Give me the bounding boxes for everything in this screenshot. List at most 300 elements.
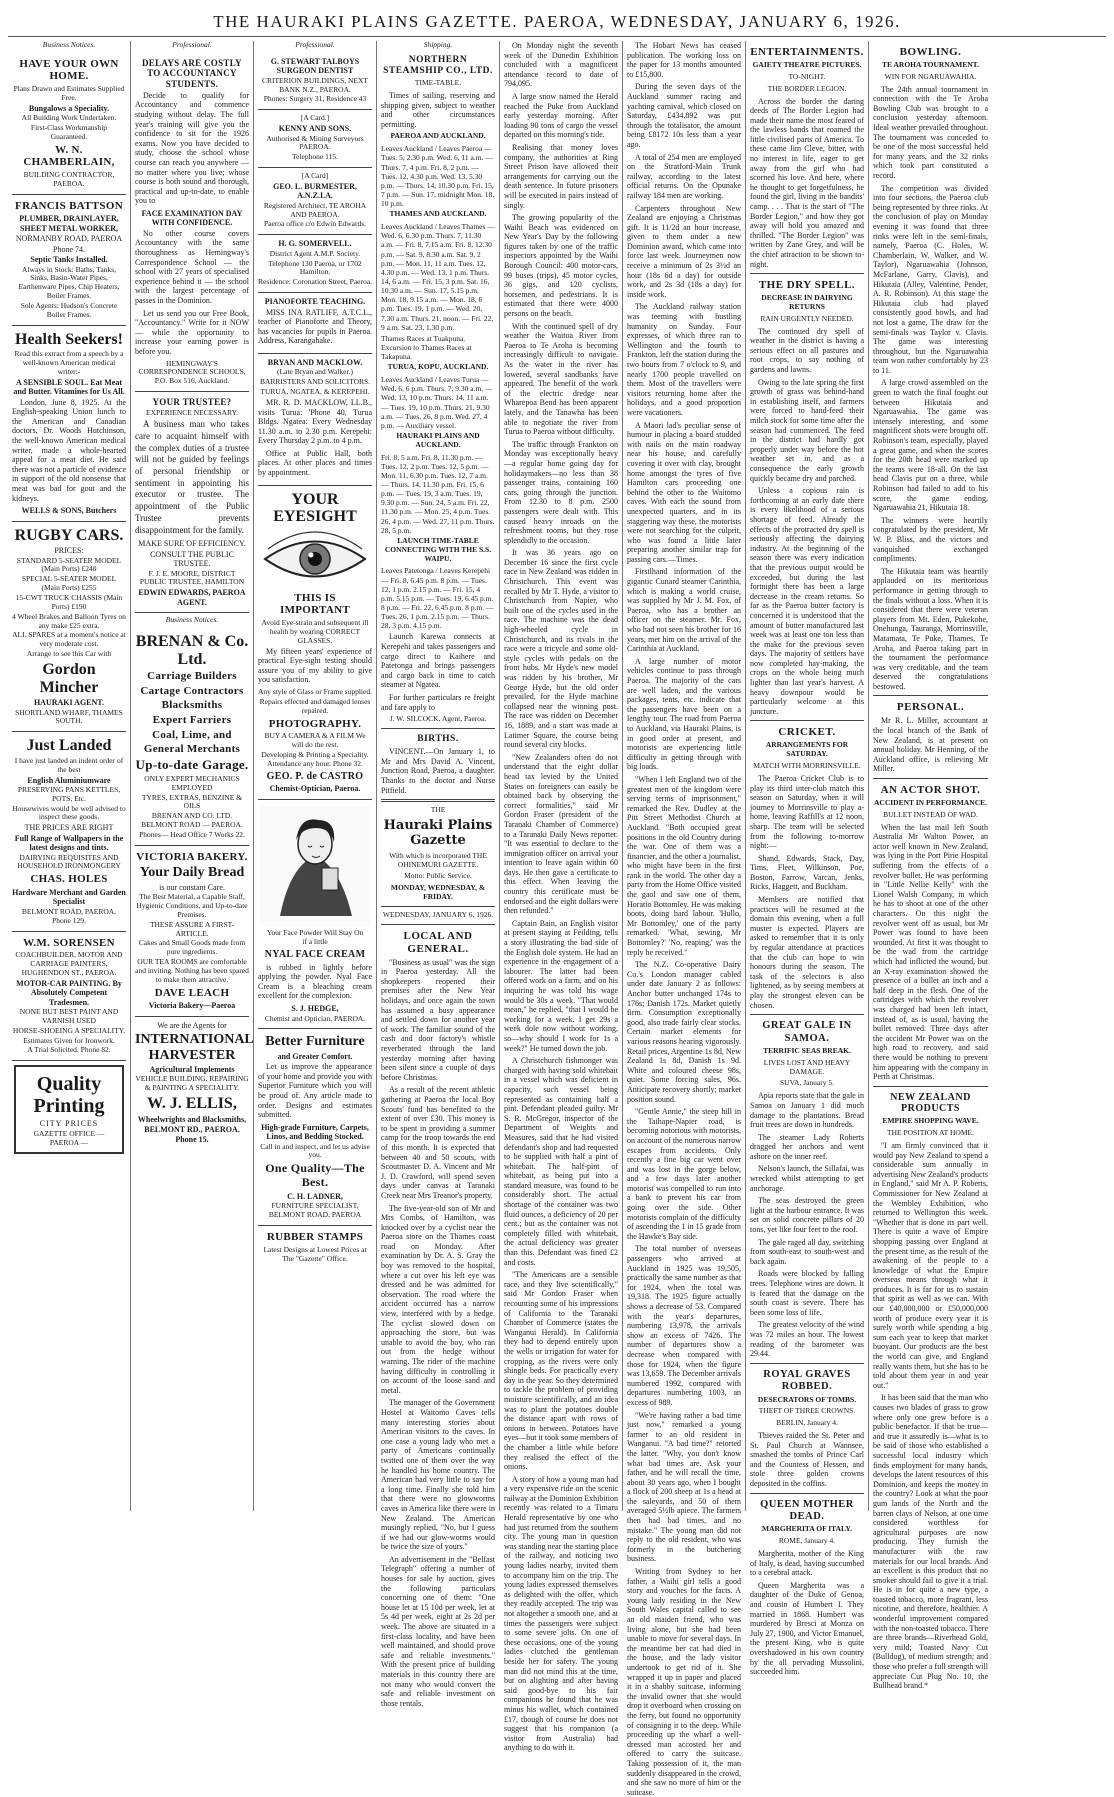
article-paragraph: Mr R. L. Miller, accountant at the local branch of the Bank of New Zealand, is at present on annual holiday. Mr Henning, of the Auckland office, is relieving Mr Miller. [873,716,988,774]
ad-line: HAURAKI AGENT. [33,698,105,708]
article-paragraph: Margherita, mother of the King of Italy, is dead, having succumbed to a cerebral attack. [750,1549,864,1578]
section-head: Professional. [172,40,212,49]
article-paragraph: The Auckland railway station was teeming with bustling humanity on Sunday. Four expresses, of which three ran to Wellington and the fourth to Frankton, left the station during the two hours from 7 o'clock to 9, and nearly 1700 people travelled on them. Most of the travellers were visitors returning home after the holidays, and a good proportion were vacationers. [627,302,741,417]
article-paragraph: The growing popularity of the Waihi Beach was evidenced on New Year's Day by the following figures taken by one of the traffic inspectors appointed by the Waihi Borough Council: 400 motor-cars, 99 buses (trips), 45 motor cycles, 36 gigs, and 120 cyclists, horsemen, and pedestrians. It is estimated that there were 4000 persons on the beach. [504,213,618,319]
ad-line: Up-to-date Garage. [135,756,249,772]
article-subhead: DESECRATORS OF TOMBS. [757,1394,857,1404]
ad-line: Any style of Glass or Frame supplied. [258,687,372,697]
article-paragraph: The five-year-old son of Mr and Mrs Combs, of Hamilton, was knocked over by a cyclist near the Paeroa store on the Thames coast road on Monday. After examination by Dr. A. S. Gray the boy was removed to the hospital, where a cut over his left eye was dressed and he was admitted for observation. The road where the accident occurred has a narrow view, interfered with by a hedge. The cyclist slowed down on approaching the store, but was unable to avoid the boy, who ran out from the hedge without warning. The rider of the machine having difficulty in controlling it on account of the loose sand and metal. [381,1203,495,1395]
ad-line: NONE BUT BEST PAINT AND VARNISH USED [19,1007,119,1025]
timetable: Leaves Patetonga / Leaves Kerepehi — Fri. 8, 6.45 p.m. 8 p.m. — Tues. 12, 1 p.m. 2.15 p.m. — Fri. 15, 4 p.m. 5.15 p.m. — Tues. 19, 6.45 p.m. 8 p.m. — Fri. 22, 6.45 p.m. 8 p.m. — Tues. 26, 1 p.m. 2.15 p.m. — Thurs. 28, 3 p.m. 4.15 p.m. [381,566,494,631]
ad-line: Cakes and Small Goods made from pure ingredients. [138,938,246,957]
timetable-head: LAUNCH TIME-TABLE CONNECTING WITH THE S.S. WAIPU. [384,535,492,563]
ad-title: Just Landed [26,737,112,755]
article-paragraph: The traffic through Frankton on Monday was exceptionally heavy—a regular home going day for holidaymakers—no less than 38 passenger trains, containing 160 cars, going through the junction. From 12.30 to 8 p.m. 2500 passengers were dealt with. This caused heavy inroads on the refreshment rooms, but they rose splendidly to the occasion. [504,439,618,545]
column-3 [254,41,377,1511]
ad-line: One Quality—The Best. [265,1161,365,1190]
ad-name: KENNY AND SONS. [278,124,352,134]
ad-line: is our constant Care. [159,882,225,892]
article-subhead: RAIN URGENTLY NEEDED. [760,313,854,323]
nameplate-line: Motto: Public Service. [404,871,472,881]
divider [750,1363,864,1364]
ad-line: Phone 74. [53,244,85,254]
article-paragraph: On Monday night the seventh week of the Dunedin Exhibition concluded with a magnificent attendance record to date of 794,095. [504,41,618,89]
ad-name: DAVE LEACH [154,986,230,999]
ad-line: SHORTLAND WHARF, THAMES SOUTH. [15,707,123,726]
article-paragraph: The greatest velocity of the wind was 72 miles an hour. The lowest reading of the barometer was 29.44. [750,1320,864,1359]
ad-title: YOUR TRUSTEE? [152,397,232,408]
ad-line: Residence: Coronation Street, Paeroa. [258,277,372,287]
ad-line: High-grade Furniture, Carpets, Linos, and Bedding Stocked. [261,1122,369,1142]
ad-name: W. J. ELLIS, [147,1095,237,1113]
article-head: BOWLING. [899,46,962,58]
dateline: SUVA, January 5. [779,1078,835,1088]
ad-title: Quality Printing [33,1073,105,1118]
ad-line: Paeroa office c/o Edwin Edwards. [263,219,367,229]
ad-body: MR. R. D. MACKLOW, LL.B., visits Turua: 'Phone 40, Turua Bldgs. Ngatea: Every Wednesday 11.30 a.m. to 2.30 p.m. Kerepehi: Every Thursday 2 p.m. to 4 p.m. [258,397,372,446]
article-subhead: TERRIFIC SEAS BREAK. [763,1045,851,1055]
ad-line: GAZETTE OFFICE — PAEROA — [33,1128,105,1147]
ad-burmester [258,168,372,235]
article-paragraph: "New Zealanders often do not understand that the eight dollar head tax levied by the United States on foreigners can easily be obtained back by observing the correct formalities," said Mr Gordon Fraser (president of the Taranaki Chamber of Commerce) to a Taranaki Daily News reporter. "It was essential to declare to the immigration officer on arrival your intention to leave again within 60 days. He then gave a certificate to this effect. When leaving the country this certificate must be endorsed and the eight dollars were then refunded." [504,752,618,916]
column-4 [377,40,500,1708]
article-paragraph: Carpenters throughout New Zealand are enjoying a Christmas gift. It is 11/2d an hour increase, given to them under a new Dominion award, which came into force last week. Journeymen now receive a minimum of 2s 3½d an hour (18s 6d a day) for outside work, and 2s 3d (18s a day) for inside work. [627,203,741,299]
ad-body: Decide to qualify for Accountancy and commence studying without delay. The full year's training will give you the confidence to sit for the 1926 exams. Now you have decided to study, choose the school whose course can reach you anywhere — no matter where you live; whose course is both sound and thorough, practical and up-to-date, to enable you to [135,90,249,206]
ad-line: Full Range of Wallpapers in the latest designs and tints. [14,833,124,853]
divider [750,273,864,274]
ad-line: Chemist-Optician, Paeroa. [269,784,361,794]
ad-line: English Aluminiumware [27,775,111,785]
ad-quality-printing [14,1065,124,1154]
ad-name: G. STEWART TALBOYS SURGEON DENTIST [270,56,360,76]
column-6 [623,41,746,1797]
ad-line: BUY A CAMERA & A FILM We will do the rest. [264,731,366,750]
column-5 [500,41,623,1753]
ad-line: and Greater Comfort. [277,1051,353,1061]
dateline: BERLIN, January 4. [776,1418,838,1428]
article-paragraph: Members are notified that practices will be resumed at the domain this evening, when a full muster is expected. Players are asked to remember that it is only by regular attendance at practices that the club can hope to win honours during the season. The task of the selectors is also lightened, as by seeing members at play the strongest eleven can be chosen. [750,895,864,1010]
ad-line: BARRISTERS AND SOLICITORS. [259,377,371,387]
ad-name: Gordon Mincher [39,660,99,696]
article-paragraph: A Christchurch fishmonger was charged with having sold whitebait in a vessel which was deficient in capacity, such vessel being represented as containing half a pint. Defendant pleaded guilty. Mr S. R. McGregor, inspector of the Department of Weights and Measures, said that he had visited defendant's shop and had requested to be supplied with half a pint of whitebait. The half-pint of whitebait, as being put into a standard measure, was found to be considerably short. The actual shortage of the container was two fluid ounces, a deficiency of 20 per cent.; but as the container was not completely filled with whitebait, the actual deficiency was greater than this. Defendant was fined £2 and costs. [504,1056,618,1267]
woman-illustration [258,806,372,926]
local-general-head: LOCAL AND GENERAL. [403,929,473,955]
timetable: Leaves Auckland / Leaves Turua — Wed. 6, 6 p.m. Thurs. 7, 9.30 a.m. — Wed. 13, 10 p.m. Thurs. 14, 11 a.m. — Tues. 19, 10 p.m. Thurs. 21, 9.30 a.m. — Tues. 26, 8 p.m. Wed. 27, 4 p.m. — Auxiliary vessel. [381,375,493,430]
ad-line: MOTOR-CAR PAINTING. By Absolutely Competent Tradesmen. [16,978,122,1007]
column-8 [869,41,992,1691]
ad-line: CONSULT THE PUBLIC TRUSTEE. [150,549,234,569]
article-paragraph: Nelson's launch, the Sillafai, was wrecked whilst attempting to get anchorage. [750,1164,864,1193]
article-paragraph: Captain Bain, an English visitor at present staying at Feilding, tells a story illustrating the bad side of the English dole system. He had an experience in the engagement of a labourer. The latter had been offered work on a farm, and on his inquiring he was told his wage would be 30s a week. "That would mean," he replied, "that I would be working for a week. I get 29s a week dole now without working, so—why should I work for 1s a week?" He turned down the job. [504,918,618,1053]
ad-line: Your Face Powder Will Stay On [266,927,364,937]
ad-rugby-cars [12,522,126,733]
ad-somervell [258,235,372,293]
ad-line: Arrange to see this Car with [26,649,112,659]
ad-line: CITY PRICES [39,1119,99,1129]
ad-line: BELMONT ROAD, PAEROA. Phone 129. [21,906,117,925]
article-paragraph: A large number of motor vehicles continue to pass through Paeroa. The majority of the cars are well laden, and the various packages, tents, etc. indicate that the passengers have been on a lengthy tour. The road from Paeroa to Auckland, via Hauraki Plains, is in good order at present, and motorists are experiencing little difficulty in getting through with big loads. [627,656,741,772]
ad-line: PRICES: [54,546,84,556]
ad-line: Latest Designs at Lowest Prices at The "Gazette" Office. [263,1244,367,1263]
ad-line: We are the Agents for [157,1020,227,1030]
article-head: QUEEN MOTHER DEAD. [760,1498,854,1522]
ad-line: Repairs effected and damaged lenses repaired. [259,696,371,715]
ad-line: EDWIN EDWARDS, PAEROA AGENT. [138,588,246,607]
ad-battson [12,195,126,326]
divider [381,924,495,925]
article-subhead: MATCH WITH MORRINSVILLE. [753,761,861,771]
ad-line: Hardware Merchant and Garden Specialist [12,887,126,907]
article-paragraph: The total number of overseas passengers who arrived at Auckland in 1925 was 19,505, practically the same number as that for 1924, when the total was 19,318. The 1925 figure actually shows a decrease of 53. Compared with the year's departures, numbering 13,978, the arrivals show an excess of 7426. The number of departures show a decrease when compared with those for 1924, when the figure was 13,659. The December arrivals numbered 1992, compared with departures numbering 1003, an excess of 989. [627,1244,741,1407]
nameplate-line: With which is incorporated THE OHINEMURI GAZETTE. [389,850,487,869]
agent-name: J. W. SILCOCK, Agent, Paeroa. [389,714,487,724]
ad-line: DAIRYING REQUISITES AND HOUSEHOLD IRONMONGERY [17,852,121,871]
ad-line: Septic Tanks Installed. [30,255,108,265]
divider [873,778,988,779]
ad-line: HORSE-SHOEING A SPECIALITY. [12,1025,126,1035]
divider [750,1014,864,1015]
timetable-body: For further particulars re freight and fare apply to [381,692,495,712]
ad-line: PHOTOGRAPHY. [268,717,362,730]
article-paragraph: An advertisement in the "Belfast Telegraph" offering a number of houses for sale by auction, gives the following particulars concerning one of them: "One house let at 15 10d per week, let at 5s 4d per week, eight at 2s 2d per week. The above are situated in a first-class locality, and have been well maintained, and should prove safe and reliable investments." With the present price of building materials in this country there are not many who would convert the safe and reliable investment on those rentals. [381,1554,495,1708]
article-paragraph: Apia reports state that the gale in Samoa on January 1 did much damage to the plantations. Bread fruit trees are down in hundreds. [750,1091,864,1130]
ad-name: S. J. HEDGE, [291,1004,339,1014]
ad-victoria-bakery [135,846,249,1017]
ad-title: INTERNATIONAL HARVESTER [135,1032,254,1063]
columns [8,40,1106,1797]
article-paragraph: Firstlhand information of the gigantic Cunard steamer Carinthia, which is making a world cruise, was supplied by Mr J. M. Fox, of Paeroa, who has a brother an officer on the steamer. Mr. Fox, who had not seen his brother for 16 years, met him on the arrival of the Carinthia at Auckland. [627,567,741,654]
ad-body: MISS INA RATLIFF, A.T.C.L., teacher of Pianoforte and Theory, has vacancies for pupils in Paeroa. Address, Karangahake. [258,307,372,346]
article-subhead: LIVES LOST AND HEAVY DAMAGE. [763,1057,851,1076]
article-paragraph: Thieves raided the St. Peter and St. Paul Church at Wannsee, smashed the tombs of Prince Carl and the Countess of Hessen, and stole three golden crowns deposited in the coffins. [750,1431,864,1488]
ad-line: First-Class Workmanship Guaranteed. [30,123,108,141]
article-paragraph: "Gentle Annie," the steep hill in the Taihape-Napier road, is becoming notorious with motorists, on account of the numerous narrow escapes from accidents. Only recently a fine big car went over and was lost in the gorge below, and a few days later another motorist was compelled to run into a bank to prevent his car from going over the side. Other motorists complain of the difficulty of ascending the 1 in 15 grade from the Hawke's Bay side. [627,1107,741,1241]
article-paragraph: As a result of the recent athletic gathering at Paeroa the local Boy Scouts' fund has benefited to the extent of over £30. This money is to be spent in providing a summer camp for the troop towards the end of this month. It is expected that between 40 and 50 scouts, with Scoutmaster D. A. Vincent and Mr J. D. Crawford, will spend seven days under canvas at Taranaki Creek near Mrs Treanor's property. [381,1085,495,1200]
shipping-head: NORTHERN STEAMSHIP CO., LTD. [383,54,493,77]
article-paragraph: A story of how a young man had a very expensive ride on the scenic railway at the Dominion Exhibition recently was related to a Timaru Herald representative by one who had just returned from the southern city. The young man in question was standing near the starting place of the railway, and noticing two young ladies nearby, invited them to accompany him on the trip. The young ladies expressed themselves as delighted with the offer, which they readily accepted. The trip was not altogether a smooth one, and at times the passengers were subject to some severe jolts. On one of these occasions, one of the young ladies clutched the gentleman beside her for safety. The young man did not mind this at the time, but on alighting and after having said good-bye to his fair companions he found that he was minus his wallet, which contained £17, though of course he does not suggest that his companion (a visitor from Australia) had anything to do with it. [504,1474,618,1753]
article-subhead: EMPIRE SHOPPING WAVE. [882,1116,979,1126]
eye-illustration [258,529,372,589]
ad-line: Always in Stock: Baths, Tanks, Sinks, Basin-Water Pipes, Earthenware Pipes, Chip Heaters, Boiler Frames. [18,264,120,301]
article-paragraph: The seas destroyed the green light at the harbour entrance. It was set on solid concrete pillars of 20 tons, yet like four feet to the roof. [750,1196,864,1235]
article-paragraph: With the continued spell of dry weather the Waitoa River from Paeroa to Te Aroha is becoming increasingly difficult to navigate. As the water in the river has lowered, several sandbanks have appeared. The benefit of the work of the electric dredge near Wharepoa Bend has been apparent lately, and the Tanawha has been able to negotiate the river from Turua to Paeroa without difficulty. [504,321,618,437]
ad-name: HEMINGWAY'S CORRESPONDENCE SCHOOLS, P.O. Box 516, Auckland. [138,358,246,386]
ad-body: Office at Public Hall, both places. At other places and times by appointment. [258,448,372,478]
ad-line: I have just landed an indent order of the best [14,755,124,774]
ad-line: Telephone 130 Paeroa, or 1702 Hamilton. [268,258,362,277]
ad-pianoforte [258,293,372,354]
ad-line: Call in and inspect, and let us advise you. [260,1141,370,1160]
ad-line: THESE ASSURE A FIRST-ARTICLE. [149,919,235,938]
ad-line: Your Daily Bread [139,865,245,881]
ad-line: STANDARD 5-SEATER MODEL (Main Ports) £240 [16,555,122,574]
article-paragraph: The manager of the Government Hostel at Waitomo Caves tells many interesting stories about American visitors to the caves. In one case a young lady who met a party of Americans continually twitted one of them over the way he handled his home country. The American had very little to say for a long time. Finally she told him that there were no glowworms caves in America like there were in New Zealand. The American musingly replied, "No, but I guess if we had our glow-worms would be twice the size of yours." [381,1398,495,1552]
article-paragraph: It has been said that the man who causes two blades of grass to grow where only one grew before is a public benefactor. If that be true—and true it assuredly is—what is to be said of those who established a successful local industry which finds employment for many hands, develops the latent resources of this Dominion, and keeps the money in the country? Look at what the poor gum lands of the North and the barren clays of Nelson, at one time considered worthless for agricultural purposes are now producing. They furnish the manufacturer with the raw materials for our local brands. And an excellent is this product that no smoker should fail to give it a trial. He is in for quite a new type, a toasted tobacco, more fragrant, less nicotine, and therefore, healthier. A wonderful improvement compared with the non-toasted tobacco. There are three brands—Riverhead Gold, very mild; Toasted Navy Cut (Bulldog), of medium strength; and those who prefer a full strength will appreciate Cut Plug No. 10, the Bullhead brand.* [873,1393,988,1691]
ad-title: Health Seekers! [15,330,123,348]
article-head: PERSONAL. [896,701,965,714]
ad-de-castro [258,486,372,800]
entertainments-head: ENTERTAINMENTS. [750,46,864,58]
ad-line: Expert Farriers [152,714,232,727]
article-paragraph: "The Americans are a sensible race, and they live scientifically," said Mr Gordon Fraser when recounting some of his impressions of California to the Taranaki Chamber of Commerce (states the Wanganui Herald). In California they had to depend entirely upon the wells or irrigation for water for cropping, as the rivers were only shingle beds. For practically every day in the year. So they determined to tackle the problem of providing moisture scientifically, and an idea was to plant the potatoes double the distance apart with rows of onions in between. Potatoes have eyes—but it took some members of the chamber a little while before they realised the effect of the onions. [504,1270,618,1472]
article-subhead: TO-NIGHT. [788,71,826,81]
ad-line: TURUA, NGATEA, & KEREPEHI. [260,387,370,397]
column-2 [131,41,254,1511]
article-paragraph: It was 36 years ago on December 16 since the first cycle race in New Zealand was ridden in Christchurch. This event was recalled by Mr T. Hyde, a visitor to Christchurch from Napier, who built one of the cycles used in the race. The machine was the dead high-wheeled cycle in Christchurch, and its rivals in the race were a tricycle and some old-style cycles with pedals on the front hubs. Mr Hyde's new model was ridden by his brother, Mr George Hyde, but the old order prevailed, for the Hyde machine collapsed near the winning post. The race was ridden on December 16, 1889, and a start was made at Latimer Square, the course being round several city blocks. [504,548,618,750]
timetable-body: Launch Karewa connects at Kerepehi and takes passengers and cargo direct to Kaihere and Patetonga and brings passengers and cargo back in time to catch steamer at Ngatea. [381,632,495,690]
ad-line: Developing & Printing a Speciality. Attendance any hour. Phone 32. [261,749,369,768]
ad-line: ONLY EXPERT MECHANICS EMPLOYED [144,773,240,792]
ad-line: ALL SPARES at a moment's notice at very moderate cost. [12,630,126,649]
ad-line: OUR TEA ROOMS are comfortable and inviting. Nothing has been spared to make them attractive. [135,957,249,984]
article-paragraph: A total of 254 men are employed on the Stratford-Main Trunk railway, according to the latest official returns. On the Opunake railway 184 men are working. [627,152,741,200]
ad-line: [A Card.] [300,113,330,123]
ad-line: Estimates Given for Ironwork. [23,1035,115,1045]
ad-line: BUILDING CONTRACTOR, PAEROA. [23,170,115,188]
ad-line: Victoria Bakery—Paeroa [148,1001,236,1011]
ad-line: FURNITURE SPECIALIST, BELMONT ROAD, PAEROA [268,1201,362,1220]
ad-title: DELAYS ARE COSTLY TO ACCOUNTANCY STUDENTS. [142,57,242,89]
ad-line: Phones: Surgery 31, Residence 43 [263,94,367,104]
births-head: BIRTHS. [417,734,459,744]
ad-line: All Building Work Undertaken. [21,113,117,123]
ad-name: CHAS. HOLES [30,873,108,886]
ad-name: WELLS & SONS, Butchers [21,506,117,516]
ad-line: PRESERVING PANS KETTLES, POTS, Etc. [17,784,121,803]
article-paragraph: The Paeroa Cricket Club is to play its third inter-club match this season on Saturday, when it will journey to Morrinsville to play a-home, leaving Raffill's at 12 noon, sharp. The team will be selected from the following to-morrow night:— [750,773,864,851]
article-paragraph: The N.Z. Co-operative Dairy Co.'s London manager cabled under date January 2 as follows: Anchor butter unchanged 174s to 176s; Danish 172s. Market quietly firm. Consumption exceptionally good, also trade fairly clear stocks. Certain market elements for various reasons hearing vigorously. Retail prices, Argentine 1s 8d, New Zealand 1s 8d, Danish 1s 9d. White and coloured cheese 98s, quiet. Some forcing sales, 96s. Anticipate recovery shortly; market position sound. [627,960,741,1104]
article-paragraph: "Business as usual" was the sign in Paeroa yesterday. All the shopkeepers reopened their premises after the New Year holidays, and once again the town has assumed a busy appearance and settled down for another year of work. The familiar sound of the cash and door factory's whistle reverberated through the land yesterday morning after having been silent since a couple of days before Christmas. [381,957,495,1082]
ad-body: My fifteen years' experience of practical Eye-sight testing should assure you of my ability to give you satisfaction. [258,646,372,685]
article-paragraph: Queen Margherita was a daughter of the Duke of Genoa, and cousin of Humbert I. They married in 1868. Humbert was murdered by Bresci at Monza on July 27, 1900, and Victor Emanuel, the present King, who is quite overshadowed in his own country by the all pervading Mussolini, succeeded him. [750,1580,864,1677]
ad-bryan-macklow [258,354,372,486]
article-subhead: THE BORDER LEGION. [767,83,847,93]
article-paragraph: A Maori lad's peculiar sense of humour in placing a board studded with nails on the main roadway near his house, and carefully covering it over with clay, brought home amongst the tyres of five Hamilton cars proceeding one behind the other to the Waitomo caves. With each the sound from unexpected quarters, and in its staggering way these, the motorists were not searching for the culprit, who was found a little later preparing another similar trap for passing cars.—Times. [627,420,741,564]
article-paragraph: The competition was divided into four sections, the Paeroa club being represented by three rinks. At the conclusion of play on Monday evening it was found that three rinks were left in the semi-finals, namely, Paeroa (C. Holes, W. Chamberlain, W. Walker, and W. Taylor), Ngaruawahia (Johnson, McFarlane, Garry, Clavis), and Hikutaia (Alley, Valentine, Pender, A. R. Robinson). At this stage the Hikutaia club had played consistently good bowls, and had not lost a game. The draw for the semi-finals was Taylor v. Clavis. The game was interesting throughout, but the Ngaruawahia team won rather comfortably by 23 to 11. [873,183,988,375]
article-paragraph: Unless a copious rain is forthcoming at an early date there is every likelihood of a serious shortage of feed. Already the effects of the protracted dry spell is seriously affecting the dairying industry. At the beginning of the season there was every indication that the previous output would be exceeded, but during the last fortnight there has been a large decrease in the cream returns. So far as the Paeroa butter factory is concerned it is understood that the amount of butter manufactured last week was at least one ton less than the make for the previous seven days. The majority of settlers have now completed hay-making, the crops on the whole being much lighter than last year's harvest. A heavy downpour would be particularly welcome at this juncture. [750,486,864,716]
ad-rubber-stamps [258,1226,372,1268]
section-head: Professional. [295,40,335,49]
article-head: NEW ZEALAND PRODUCTS [890,1091,971,1115]
ad-title: HAVE YOUR OWN HOME. [19,57,119,83]
ad-body: is rubbed in lightly before applying the powder. Nyal Face Cream is a bleaching cream excellent for the complexion. [258,962,372,1001]
ad-holes [12,732,126,931]
ad-line: Chemist and Optician, PAEROA. [264,1013,366,1023]
article-paragraph: The continued dry spell of weather in the district is having a serious effect on all pastures and root crops, to say nothing of gardens and lawns. [750,326,864,375]
timetable-head: HAURAKI PLAINS AND AUCKLAND. [396,430,480,449]
ad-body: A business man who takes care to acquaint himself with the complex duties of a trustee will not be guided by feelings of personal friendship or sentiment in appointing his executor or trustee. The appointment of the Public Trustee prevents disappointment for the family. [135,419,249,535]
ad-name: W.M. SORENSEN [23,936,115,949]
ad-title: RUBBER STAMPS [266,1231,364,1244]
nameplate: Hauraki Plains Gazette [383,818,493,849]
ad-line: Housewives would be well advised to inspect these goods. [12,803,126,822]
ad-title: PIANOFORTE TEACHING. [264,297,366,307]
article-subhead: GAIETY THEATRE PICTURES. [752,59,862,69]
timetable: Fri. 8, 5 a.m. Fri. 8, 11.30 p.m. — Tues. 12, 2 p.m. Tues. 12, 5 p.m. — Mon. 11, 6.30 p.m. Tues. 12, 7 a.m. — Thurs. 14, 11.30 p.m. Fri. 15, 6 p.m. — Tues. 19, 3 a.m. Tues. 19, 9.30 p.m. — Sun. 24, 5 a.m. Fri. 22, 11.30 p.m. — Mon. 25, 4 p.m. Tues. 26, 4 p.m. — Wed. 27, 11 p.m. Thurs. 28, 5 p.m. [381,452,495,535]
ad-line: General Merchants [143,743,241,756]
ad-line: Telephone 115. [292,152,338,162]
ad-brenan [135,628,249,846]
ad-hedge [258,800,372,1030]
ad-name: GEO. L. BURMESTER, A.N.Z.I.A. [273,181,357,201]
ad-line: if a little [302,937,328,947]
article-paragraph: The steamer Lady Roberts dragged her anchors and went ashore on the inner reef. [750,1132,864,1161]
ad-title: VICTORIA BAKERY. [136,850,248,863]
article-paragraph: "I am firmly convinced that it would pay New Zealand to spend a considerable sum annually in advertising New Zealand's products in England," said Mr A. P. Roberts, Commissioner for New Zealand at the Wembley Exhibition, who returned to Wellington this week. "Whether that is done its part well. There is quite a wave of Empire shopping passing over England at the present time, as the result of the awakening of the people to a knowledge of what the Empire overseas means through what it produces. It is far for us to sustain that spirit as well as we can. With our £40,000,000 or £50,000,000 worth of produce every year it is surely worth while spending a big sum each year to keep that market buoyant. Our products are the best the world can give, and England really wants them, but she has to be told about them year in and year out." [873,1140,988,1390]
divider [381,728,495,729]
article-paragraph: The Hikutaia team was heartily applauded on its meritorious performance in getting through to the finals without a loss. When it is considered that there were veteran players from Mt. Eden, Pukekohe, Onehunga, Tauranga, Morrinsville, Matamata, Te Puke, Thames, Te Aroha, and Paeroa taking part in the tournament the performance was very creditable, and the team deserved the congratulations bestowed. [873,566,988,691]
ad-line: THE PRICES ARE RIGHT [24,823,114,833]
article-paragraph: The winners were heartily congratulated by the president, Mr W. P. Bliss, and the victors and vanquished exchanged compliments. [873,515,988,564]
ad-line: Plans Drawn and Estimates Supplied Free. [13,84,125,102]
article-head: AN ACTOR SHOT. [880,784,981,796]
ad-title: BRENAN & Co. Ltd. [135,632,249,668]
ad-wells [12,326,126,522]
article-paragraph: The 24th annual tournament in connection with the Te Aroha Bowling Club was brought to a conclusion yesterday afternoon. Ideal weather prevailed throughout. The tournament was conceded to be one of the most successful held for many years, and the 32 rinks which took part constituted a record. [873,84,988,180]
ad-name: FRANCIS BATTSON [15,199,123,212]
ad-name: H. G. SOMERVELL. [278,239,352,249]
births-body: VINCENT.—On January 1, to Mr and Mrs David A. Vincent, Junction Road, Paeroa, a daughter. Thanks to the doctor and Nurse Pitfield. [381,747,495,795]
ad-line: Registered Architect, TE AROHA AND PAEROA. [263,200,367,219]
ad-name: BRYAN AND MACKLOW. [267,357,363,367]
issue-date: WEDNESDAY, JANUARY 6, 1926. [382,909,494,919]
ad-line: The Best Material, a Capable Staff, Hygienic Conditions, and Up-to-date Premises. [136,892,248,919]
section-head: Business Notices. [42,40,96,49]
ad-line: Avoid Eye-strain and subsequent ill health by wearing CORRECT GLASSES. [261,618,369,645]
article-subhead: ACCIDENT IN PERFORMANCE. [874,797,987,807]
section-head: Business Notices. [165,615,219,625]
ad-line: Carriage Builders [147,670,237,683]
nameplate-the: THE [430,805,446,815]
divider [750,1493,864,1494]
article-subhead: WIN FOR NGARUAWAHIA. [884,71,977,81]
ad-name: W. N. CHAMBERLAIN, [23,143,115,169]
column-1 [8,41,131,1511]
dateline: ROME, January 4. [778,1536,836,1546]
timetable-note: Thames Races at Tuakpuna. Excursion to Thames Races at Takapuna. [381,333,472,362]
ad-line: BRENAN AND CO. LTD. BELMONT ROAD — PAEROA. [141,811,243,830]
ad-line: Sole Agents: Hudson's Concrete Boiler Frames. [20,300,118,319]
timetable: Leaves Auckland / Leaves Thames — Wed. 6, 6.30 p.m. Thurs. 7, 11.30 a.m. — Fri. 8, 7.15 a.m. Fri. 8, 12.30 p.m. — Sat. 9, 8.30 a.m. Sat. 9, 2 p.m. — Mon. 11, 11 a.m. Tues. 12, 4.30 p.m. — Wed. 13, 1 p.m. Thurs. 14, 6 a.m. — Fri. 15, 3 p.m. Sat. 16, 10.30 a.m. — Sun. 17, 5.15 p.m. Mon. 18, 9.15 a.m. — Mon. 18, 6 p.m. Tues. 19, 1 p.m. — Wed. 20, 7.30 a.m. Thurs. 21, noon. — Fri. 22, 9 a.m. Sat. 23, 1.30 p.m. [381,222,495,332]
ad-title: YOUR EYESIGHT [273,490,357,526]
ad-line: Bungalows a Speciality. [28,103,110,113]
ad-line: PLUMBER, DRAINLAYER, SHEET METAL WORKER, [19,214,119,233]
divider [873,1086,988,1087]
article-head: ROYAL GRAVES ROBBED. [763,1368,851,1393]
ad-line: COACHBUILDER, MOTOR AND CARRIAGE PAINTERS, HUGHENDON ST., PAEROA. [15,950,123,977]
ad-line: 4 Wheel Brakes and Balloon Tyres on any make £25 extra. [12,611,126,630]
ad-line: Cartage Contractors [140,684,244,697]
ad-title: NYAL FACE CREAM [264,949,366,961]
article-subhead: MARGHERITA OF ITALY. [762,1524,852,1534]
shipping-sub: TIME-TABLE. [414,78,462,88]
ad-name: GEO. P. de CASTRO [266,770,364,782]
ad-line: BELMONT RD., PAEROA. Phone 15. [144,1125,240,1144]
ad-line: Coal, Lime, and [152,728,232,741]
nameplate-line: MONDAY, WEDNESDAY, & FRIDAY. [390,883,486,902]
masthead: THE HAURAKI PLAINS GAZETTE. PAEROA, WEDNESDAY, JANUARY 6, 1926. [8,12,1106,37]
ad-line: SPECIAL 5-SEATER MODEL (Main Ports) £255 [21,574,117,593]
article-paragraph: "We're having rather a bad time just now," remarked a young farmer to an old resident in Wanganui. "A bad time?" retorted the latter. "Why, you don't know what bad times are. Ask your father, and he will recall the time, about 30 years ago, when I bought a flock of 200 sheep at 1s a head at the saleyards, and 50 of them averaged 5½lb apiece. The farmers then had bad times, and no mistake." The young man did not reply to the old resident, who was formerly in the butchering business. [627,1410,741,1564]
ad-public-trustee [135,392,249,613]
article-paragraph: Roads were blocked by falling trees. Telephone wires are down. It is feared that the damage on the south coast is severe. There has been some loss of life. [750,1269,864,1317]
article-head: GREAT GALE IN SAMOA. [762,1020,852,1044]
article-paragraph: A large snow named the Herald reached the Puke from Auckland early yesterday morning. After loading 90 tons of cargo the vessel departed on this morning's tide. [504,91,618,140]
article-paragraph: "When I left England two of the greatest men of the kingdom were serving terms of imprisonment," remarked the Rev. Dudley at the Pitt Street Methodist Church at Auckland. "Both occupied great positions in the old Country during the war. One of them was a financier, and the other a journalist, who might have been in the first rank in the world. The other day a party from the Home Office visited the gaol and saw one of them, Horatio Bottomley. He was making boots, doing hard labour. 'Hullo, Mr Bottomley,' one of the party remarked. 'What, sewing, Mr Bottomley?' 'No, reaping,' was the reply he received." [627,774,741,957]
timetable: Leaves Auckland / Leaves Paeroa — Tues. 5, 2.30 p.m. Wed. 6, 11 a.m. — Thurs. 7, 4 p.m. Fri. 8, 2 p.m. — Tues. 12, 4.30 p.m. Wed. 13, 5.30 p.m. — Thurs. 14, 10.30 p.m. Fri. 15, 7 p.m. — Sun. 17, midnight Mon. 18, 10 p.m. [381,144,495,209]
ad-line: NORMANBY ROAD, PAEROA [15,234,123,244]
ad-kenny [258,110,372,168]
article-paragraph: A large crowd assembled on the green to watch the final fought out between Hikutaia and Ngaruawahia. The game was intensely interesting, and some magnificent shots were brought off. Robinson's team, especially, played a great game, and when the scores for the 20th head were marked up the teams were 18-all. On the last head Clavis put on a three, while Robinson had failed to add to his score, the game ending, Ngaruawahia 21, Hikutaia 18. [873,378,988,513]
ad-line: Phones— Head Office 7 Works 22. [139,829,245,839]
ad-line: EXPERIENCE NECESSARY. [146,408,238,418]
divider [750,720,864,721]
ad-line: FACE EXAMINATION DAY WITH CONFIDENCE. [141,209,243,228]
ad-line: Agricultural Implements [149,1064,235,1074]
ad-body: London, June 8, 1925. At the English-speaking Union lunch to the American and Canadian doctors, Dr. Woods Hutchinson, the well-known American medical writer, made a whole-hearted appeal for a meat diet. He said there was not a particle of evidence in support of the old nonsense that meat was bad for gout and the kidneys. [12,397,126,503]
ad-line: F. J. E. MOORE, DISTRICT PUBLIC TRUSTEE, HAMILTON [139,568,245,587]
article-subhead: TE AROHA TOURNAMENT. [882,59,979,69]
ad-line: VEHICLE BUILDING, REPAIRING & PAINTING A SPECIALITY. [135,1074,249,1093]
ad-line: Read this extract from a speech by a well-known American medical writer:- [14,349,124,376]
article-paragraph: Owing to the late spring the first growth of grass was behind-hand in establishing itself, and farmers were forced to hand-feed their milch stock for some time after the season had commenced. The feed in the district had hardly got properly under way before the hot weather set in, and as a consequence the early growth quickly became dry and parched. [750,377,864,483]
divider [873,695,988,696]
ad-line: CRITERION BUILDINGS, NEXT BANK N.Z., PAEROA. [261,75,369,94]
ad-line: [A Card] [301,171,329,181]
ad-talboys [258,53,372,110]
ad-body: Let us send you our Free Book, "Accountancy." Write for it NOW — while the opportunity to increase your earning power is before you. [135,308,249,356]
ad-name: C. H. LADNER, [287,1191,343,1201]
ad-line: A SENSIBLE SOUL. Eat Meat and Butter. Vitamines for Us All. [13,377,125,397]
ad-line: A Trial Solicited. Phone 82. [27,1045,111,1055]
divider [381,799,495,802]
article-paragraph: Writing from Sydney to her father, a Waihi girl tells a good story and vouches for the facts. A young lady residing in the New South Wales capital called to see an old maiden friend, who was living alone, but she had been unable to move for several days. In the meantime her cat had died in the house, and the lady visitor undertook to get rid of it. She wrapped it up in paper and placed it in a shabby suitcase, informing the invalid owner that she would drop it overboard when crossing on the ferry, but found no opportunity of consigning it to the deep. While proceeding up the wharf a well-dressed man accosted her and offered to carry the suitcase. Taking possession of it, the man suddenly disappeared in the crowd, and she saw no more of him or the suitcase. [627,1567,741,1797]
ad-body: Let us improve the appearance of your home and provide you with Superior Furniture which you will be proud of. Any article made to order. Designs and estimates submitted. [258,1062,372,1120]
article-paragraph: Shand, Edwards, Stack, Day, Tims, Fleet, Wilkinson, Poe, Boston, Farrow, Varcan, Jenks, Ricks, Haggett, and Buckham. [750,853,864,892]
article-paragraph: Across the border the daring deeds of The Border Legion had made their name the most feared of the lawless bands that roamed the little civilised parts of America. To these came Jim Cleve, bitter, with no interest in life, eager to get away from the girl who had scorned his love. And here, where he thought to get forgetfulness, he found the girl, living in the bandits' camp. . . . That is the start of "The Border Legion," and how they got away will hold you amazed and thrilled. "The Border Legion" was written by Zane Grey, and will be the chief attraction to be shown to-night. [750,96,864,269]
section-head: Shipping. [423,40,453,49]
article-subhead: THE POSITION AT HOME. [887,1128,974,1138]
ad-line: TYRES, EXTRAS, BENZINE & OILS [141,792,243,811]
ad-line: Authorised & Mining Surveyors PAEROA. [266,133,364,152]
article-paragraph: The gale raged all day, switching from south-east to south-west and back again. [750,1237,864,1266]
ad-line: (Late Bryan and Walker.) [277,367,353,377]
timetable-head: THAMES AND AUCKLAND. [389,209,487,219]
ad-ellis [135,1017,254,1149]
timetable-head: PAEROA AND AUCKLAND. [390,131,486,141]
column-7 [746,41,869,1677]
article-head: THE DRY SPELL. [758,279,856,292]
ad-line: 15-CWT TRUCK CHASSIS (Main Ports) £190 [15,593,123,611]
ad-line: District Agent A.M.P. Society. [269,248,361,258]
shipping-body: Times of sailing, reserving and shipping given, subject to weather and other circumstances permitting. [381,91,495,129]
article-subhead: THEFT OF THREE CROWNS. [758,1406,856,1416]
ad-hemingway [135,53,249,392]
article-subhead: DECREASE IN DAIRYING RETURNS [761,293,853,311]
ad-ladner [258,1029,372,1226]
ad-line: Wheelwrights and Blacksmiths, [137,1114,247,1124]
article-paragraph: The Hobart News has ceased publication. The working loss on the paper for 13 months amounted to £15,800. [627,41,741,79]
article-subhead: ARRANGEMENTS FOR SATURDAY. [765,740,849,759]
timetable-head: TURUA, KOPU, AUCKLAND. [387,362,489,372]
ad-line: Blacksmiths [161,699,223,712]
ad-title: Better Furniture [265,1034,365,1050]
article-paragraph: During the seven days of the Auckland summer racing and yachting carnival, which closed on Saturday, £434,892 was put through the totalisator, the amount being £8172 10s less than a year ago. [627,82,741,149]
article-subhead: BULLET INSTEAD OF WAD. [883,809,978,819]
ad-title: RUGBY CARS. [14,526,124,544]
ad-line: MAKE SURE OF EFFICIENCY. [138,539,246,549]
divider [381,906,495,907]
